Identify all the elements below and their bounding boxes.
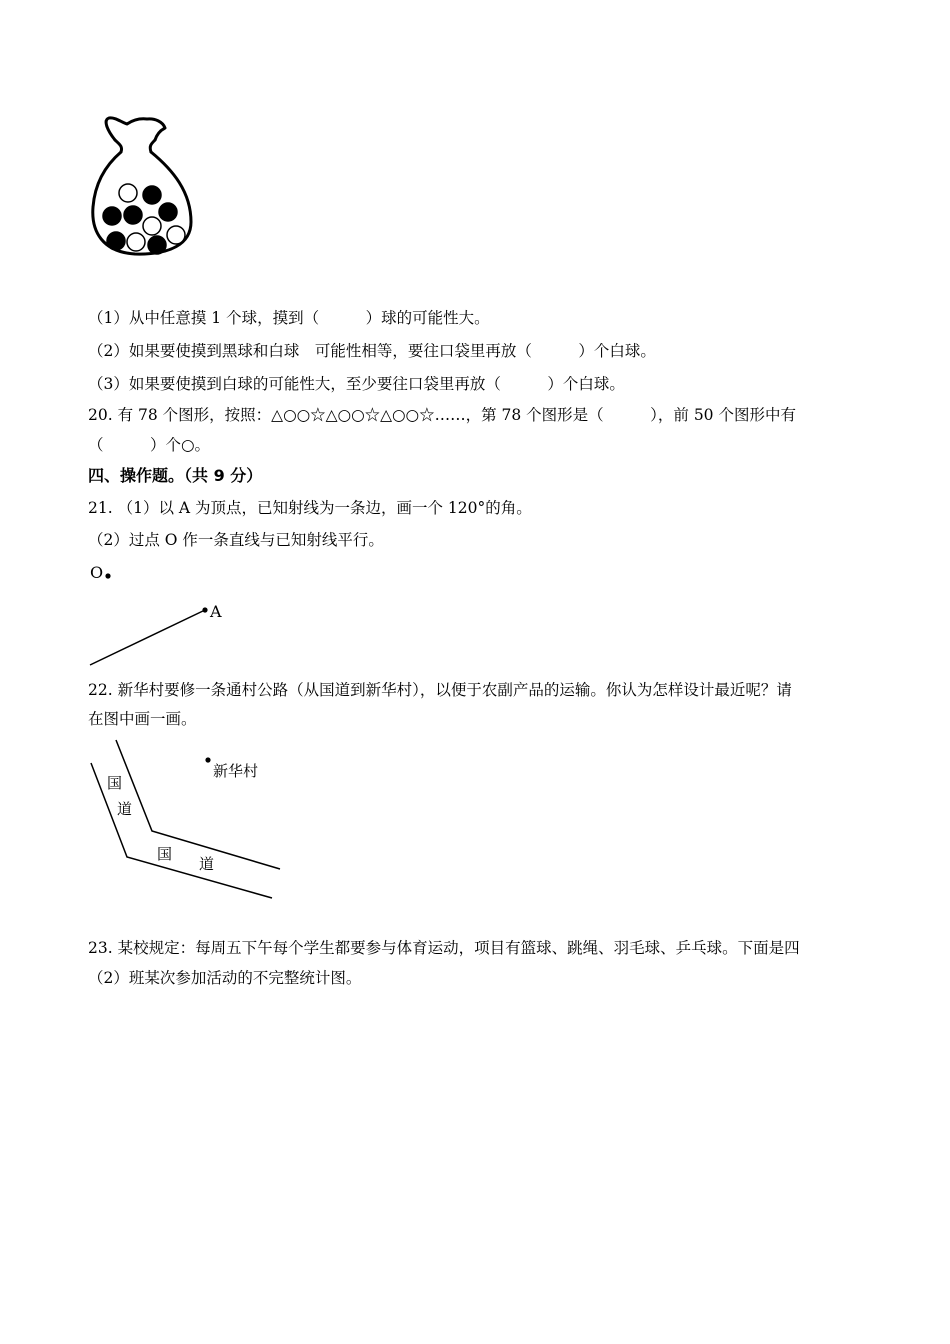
white-ball: [167, 226, 185, 244]
q21-line2: （2）过点 O 作一条直线与已知射线平行。: [88, 531, 384, 549]
point-o: [105, 573, 110, 578]
road-label-char1: 国: [157, 845, 173, 863]
q19-sub2: （2）如果要使摸到黑球和白球 可能性相等，要往口袋里再放（ ）个白球。: [88, 342, 656, 360]
village-label: 新华村: [213, 762, 259, 780]
black-ball: [103, 207, 121, 225]
q22-line1: 22. 新华村要修一条通村公路（从国道到新华村），以便于农副产品的运输。你认为怎样设计最近呢？请: [88, 681, 792, 699]
q23-line2: （2）班某次参加活动的不完整统计图。: [88, 969, 362, 987]
white-ball: [127, 233, 145, 251]
road-label-char1: 国: [107, 774, 123, 792]
black-ball: [124, 206, 142, 224]
q20-line2: （ ）个○。: [88, 436, 211, 454]
black-ball: [159, 203, 177, 221]
q21-figure: [85, 558, 245, 670]
white-ball: [143, 217, 161, 235]
black-ball: [143, 186, 161, 204]
road-edge-inner: [116, 740, 280, 869]
q23-line1: 23. 某校规定：每周五下午每个学生都要参与体育运动，项目有篮球、跳绳、羽毛球、乒乓球。下面是四: [88, 939, 800, 957]
black-ball: [148, 236, 166, 254]
village-point: [205, 757, 210, 762]
q19-sub3: （3）如果要使摸到白球的可能性大，至少要往口袋里再放（ ）个白球。: [88, 375, 625, 393]
q21-line1: 21. （1）以 A 为顶点，已知射线为一条边，画一个 120°的角。: [88, 499, 532, 517]
black-ball: [107, 232, 125, 250]
q20-line1: 20. 有 78 个图形，按照：△○○☆△○○☆△○○☆……，第 78 个图形是（ ），前 50 个图形中有: [88, 406, 796, 424]
road-label-char2: 道: [199, 855, 215, 873]
white-ball: [119, 184, 137, 202]
point-a-label: A: [210, 602, 222, 621]
ball-bag-illustration: [85, 112, 200, 262]
point-a: [202, 607, 207, 612]
given-ray: [90, 610, 205, 665]
point-o-label: O: [90, 563, 104, 582]
section-title: 四、操作题。（共 9 分）: [88, 466, 263, 485]
q22-map-figure: [85, 735, 295, 905]
q19-sub1: （1）从中任意摸 1 个球，摸到（ ）球的可能性大。: [88, 309, 490, 327]
road-label-char2: 道: [117, 800, 133, 818]
q22-line2: 在图中画一画。: [88, 710, 197, 728]
